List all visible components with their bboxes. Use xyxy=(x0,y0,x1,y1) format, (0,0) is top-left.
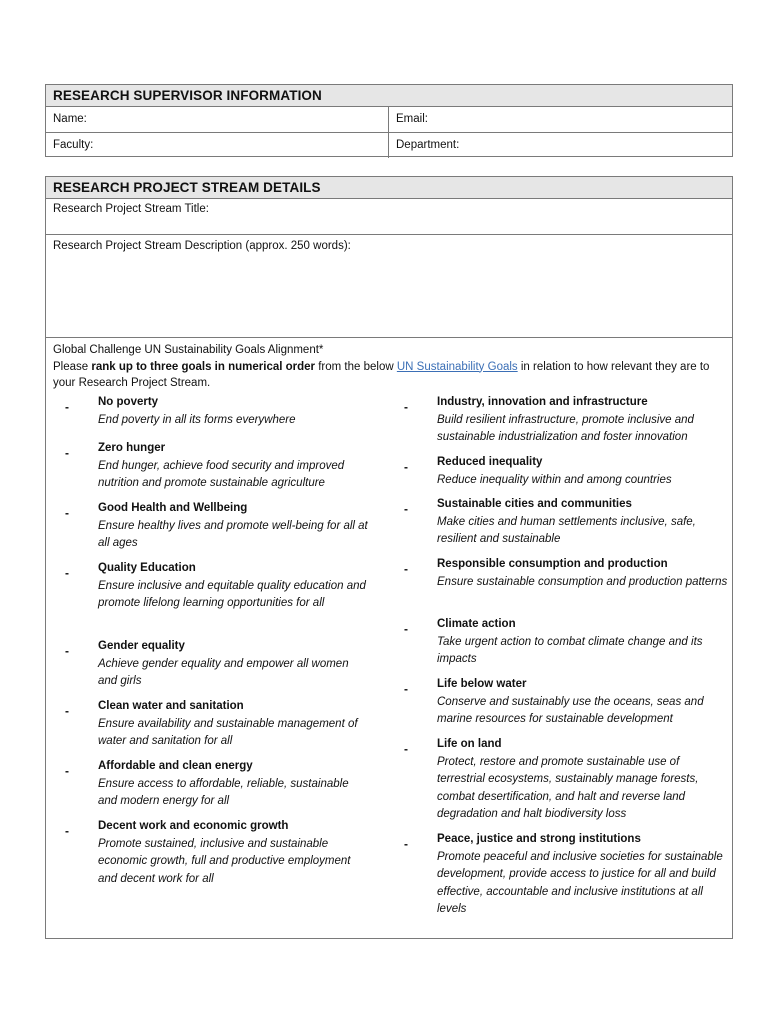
goals-alignment-section xyxy=(46,338,732,939)
goals-intro xyxy=(46,338,732,392)
goal-title: Clean water and sanitation xyxy=(98,700,244,712)
goal-description: Ensure sustainable consumption and production patterns xyxy=(437,575,728,588)
goal-description: Promote peaceful and inclusive societies for sustainable development, provide access to justice for all and build effective, accountable and inclusive institutions at all levels xyxy=(437,850,723,915)
goal-item xyxy=(98,818,370,888)
goal-description: Take urgent action to combat climate change and its impacts xyxy=(437,635,703,665)
goal-title: Good Health and Wellbeing xyxy=(98,502,248,514)
goal-rank-marker[interactable]: - xyxy=(65,446,69,460)
goal-description: Conserve and sustainably use the oceans, seas and marine resources for sustainable development xyxy=(437,695,704,725)
goal-rank-marker[interactable]: - xyxy=(65,824,69,838)
goal-description: Ensure availability and sustainable management of water and sanitation for all xyxy=(98,717,358,747)
stream-section-header: RESEARCH PROJECT STREAM DETAILS xyxy=(46,177,732,199)
goal-title: Life below water xyxy=(437,678,527,690)
supervisor-row-name-email xyxy=(46,107,732,133)
goal-title: Quality Education xyxy=(98,562,196,574)
goal-title: Zero hunger xyxy=(98,442,166,454)
goal-description: Achieve gender equality and empower all women and girls xyxy=(98,657,349,687)
email-label: Email: xyxy=(396,113,428,125)
ranking-instruction-bold: rank up to three goals in numerical order xyxy=(91,360,316,373)
goal-item xyxy=(437,676,729,729)
goal-title: Life on land xyxy=(437,738,502,750)
stream-title-label: Research Project Stream Title: xyxy=(53,203,209,215)
goal-description: Ensure access to affordable, reliable, sustainable and modern energy for all xyxy=(98,777,349,807)
name-label: Name: xyxy=(53,113,87,125)
goal-rank-marker[interactable]: - xyxy=(404,682,408,696)
goal-title: Sustainable cities and communities xyxy=(437,498,632,510)
goal-rank-marker[interactable]: - xyxy=(65,506,69,520)
goal-item xyxy=(437,736,729,824)
goal-rank-marker[interactable]: - xyxy=(65,764,69,778)
goal-item xyxy=(437,394,729,447)
supervisor-info-table xyxy=(45,84,733,157)
goal-rank-marker[interactable]: - xyxy=(404,622,408,636)
goal-title: Gender equality xyxy=(98,640,185,652)
goal-item xyxy=(437,616,729,669)
email-field[interactable] xyxy=(389,107,732,132)
supervisor-row-faculty-department xyxy=(46,133,732,158)
goal-item xyxy=(98,560,370,613)
un-goals-link[interactable]: UN Sustainability Goals xyxy=(396,360,518,373)
goal-rank-marker[interactable]: - xyxy=(65,566,69,580)
goal-item xyxy=(98,394,370,429)
goal-rank-marker[interactable]: - xyxy=(404,502,408,516)
goal-item xyxy=(98,698,370,751)
goal-item xyxy=(98,500,370,553)
ranking-instructions: Please rank up to three goals in numerical order from the below UN Sustainability Goals in relation to how relevant they are to your Research Project Stream. xyxy=(53,360,710,389)
goal-description: Reduce inequality within and among countries xyxy=(437,473,672,486)
goal-title: Decent work and economic growth xyxy=(98,820,289,832)
goal-title: Industry, innovation and infrastructure xyxy=(437,396,648,408)
goal-rank-marker[interactable]: - xyxy=(65,704,69,718)
faculty-label: Faculty: xyxy=(53,139,94,151)
goal-item xyxy=(98,440,370,493)
goal-item xyxy=(437,831,729,919)
goal-description: Make cities and human settlements inclusive, safe, resilient and sustainable xyxy=(437,515,696,545)
goal-description: Ensure healthy lives and promote well-being for all at all ages xyxy=(98,519,368,549)
goal-title: Affordable and clean energy xyxy=(98,760,253,772)
goal-title: Climate action xyxy=(437,618,516,630)
goal-rank-marker[interactable]: - xyxy=(404,400,408,414)
goal-description: Promote sustained, inclusive and sustainable economic growth, full and productive employment and decent work for all xyxy=(98,837,351,885)
faculty-field[interactable] xyxy=(46,133,389,158)
department-field[interactable] xyxy=(389,133,732,158)
goal-title: Responsible consumption and production xyxy=(437,558,668,570)
goal-description: Protect, restore and promote sustainable use of terrestrial ecosystems, sustainably manage forests, combat desertification, and halt and reverse land degradation and halt biodiversity loss xyxy=(437,755,699,820)
goal-title: No poverty xyxy=(98,396,159,408)
goal-rank-marker[interactable]: - xyxy=(65,400,69,414)
goal-rank-marker[interactable]: - xyxy=(404,742,408,756)
goal-rank-marker[interactable]: - xyxy=(404,562,408,576)
name-field[interactable] xyxy=(46,107,389,132)
goal-title: Reduced inequality xyxy=(437,456,543,468)
stream-title-field[interactable] xyxy=(46,199,732,235)
goal-description: Build resilient infrastructure, promote inclusive and sustainable industrialization and foster innovation xyxy=(437,413,694,443)
stream-description-label: Research Project Stream Description (approx. 250 words): xyxy=(53,240,351,252)
goal-description: End hunger, achieve food security and improved nutrition and promote sustainable agriculture xyxy=(98,459,345,489)
goal-item xyxy=(437,496,729,549)
goal-title: Peace, justice and strong institutions xyxy=(437,833,641,845)
goal-item xyxy=(98,638,370,691)
goal-description: Ensure inclusive and equitable quality education and promote lifelong learning opportunities for all xyxy=(98,579,366,609)
goal-rank-marker[interactable]: - xyxy=(404,460,408,474)
department-label: Department: xyxy=(396,139,460,151)
supervisor-section-header: RESEARCH SUPERVISOR INFORMATION xyxy=(46,85,732,107)
goal-rank-marker[interactable]: - xyxy=(404,837,408,851)
goal-item xyxy=(437,454,729,489)
alignment-label: Global Challenge UN Sustainability Goals Alignment* xyxy=(53,344,324,356)
goal-description: End poverty in all its forms everywhere xyxy=(98,413,296,426)
goal-item xyxy=(98,758,370,811)
stream-details-table xyxy=(45,176,733,939)
goal-rank-marker[interactable]: - xyxy=(65,644,69,658)
goal-item xyxy=(437,556,729,591)
stream-description-field[interactable] xyxy=(46,235,732,338)
